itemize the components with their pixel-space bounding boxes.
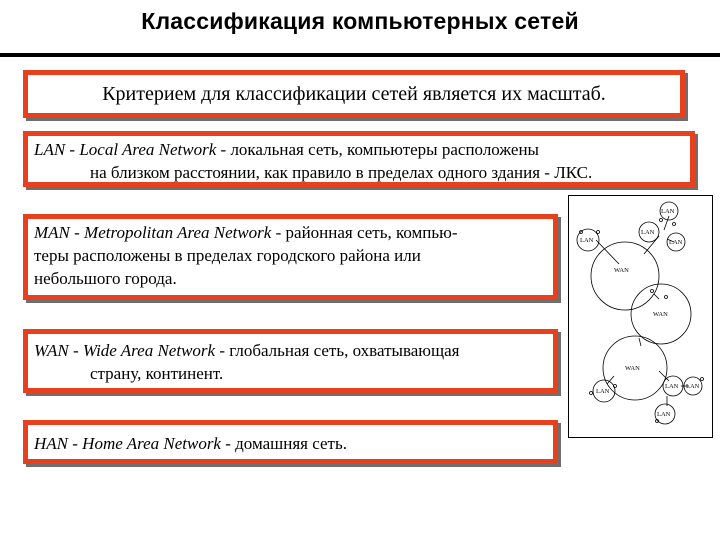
man-desc-1: - районная сеть, компью- <box>271 223 458 242</box>
man-desc-2: теры расположены в пределах городского района или <box>34 246 421 265</box>
wan-label: WAN <box>625 365 640 372</box>
criterion-box <box>23 70 685 118</box>
network-diagram <box>568 195 713 438</box>
man-line-1 <box>34 221 547 244</box>
lan-definition-box <box>23 131 695 187</box>
lan-line-1 <box>34 138 684 161</box>
lan-label: LAN <box>665 383 679 390</box>
wan-definition-box <box>23 329 558 393</box>
wan-cloud <box>591 242 659 310</box>
computer-node <box>590 392 593 395</box>
lan-term: LAN - Local Area Network <box>34 140 217 159</box>
lan-label: LAN <box>641 229 655 236</box>
wan-line-1 <box>34 339 547 362</box>
title-divider <box>0 53 720 57</box>
lan-desc-2: на близком расстоянии, как правило в пределах одного здания - ЛКС. <box>90 163 593 182</box>
diagram-link <box>654 294 659 299</box>
computer-node <box>651 290 654 293</box>
han-term: HAN - Home Area Network <box>34 434 221 453</box>
computer-node <box>665 296 668 299</box>
diagram-link <box>659 371 669 381</box>
wan-label: WAN <box>614 267 629 274</box>
computer-node <box>597 231 600 234</box>
wan-label: WAN <box>653 311 668 318</box>
wan-desc-2: страну, континент. <box>90 364 224 383</box>
lan-label: LAN <box>657 411 671 418</box>
criterion-text: Критерием для классификации сетей является их масштаб. <box>102 83 606 105</box>
network-diagram-svg <box>569 196 714 439</box>
lan-label: LAN <box>596 388 610 395</box>
computer-node <box>701 378 704 381</box>
lan-label: LAN <box>580 237 594 244</box>
han-desc-1: - домашняя сеть. <box>220 434 347 453</box>
man-desc-3: небольшого города. <box>34 269 177 288</box>
computer-node <box>673 223 676 226</box>
man-term: MAN - Metropolitan Area Network <box>34 223 272 242</box>
page-title: Классификация компьютерных сетей <box>141 8 579 34</box>
diagram-link <box>607 376 614 384</box>
han-definition-box <box>23 420 558 464</box>
wan-desc-1: - глобальная сеть, охватывающая <box>215 341 460 360</box>
wan-term: WAN - Wide Area Network <box>34 341 216 360</box>
lan-label: LAN <box>686 383 700 390</box>
computer-node <box>660 219 663 222</box>
han-line-1 <box>34 432 547 455</box>
lan-label: LAN <box>661 208 675 215</box>
man-definition-box <box>23 214 558 300</box>
lan-label: LAN <box>669 239 683 246</box>
diagram-link <box>639 338 641 346</box>
lan-desc-1: - локальная сеть, компьютеры расположены <box>216 140 539 159</box>
diagram-link <box>664 216 669 230</box>
